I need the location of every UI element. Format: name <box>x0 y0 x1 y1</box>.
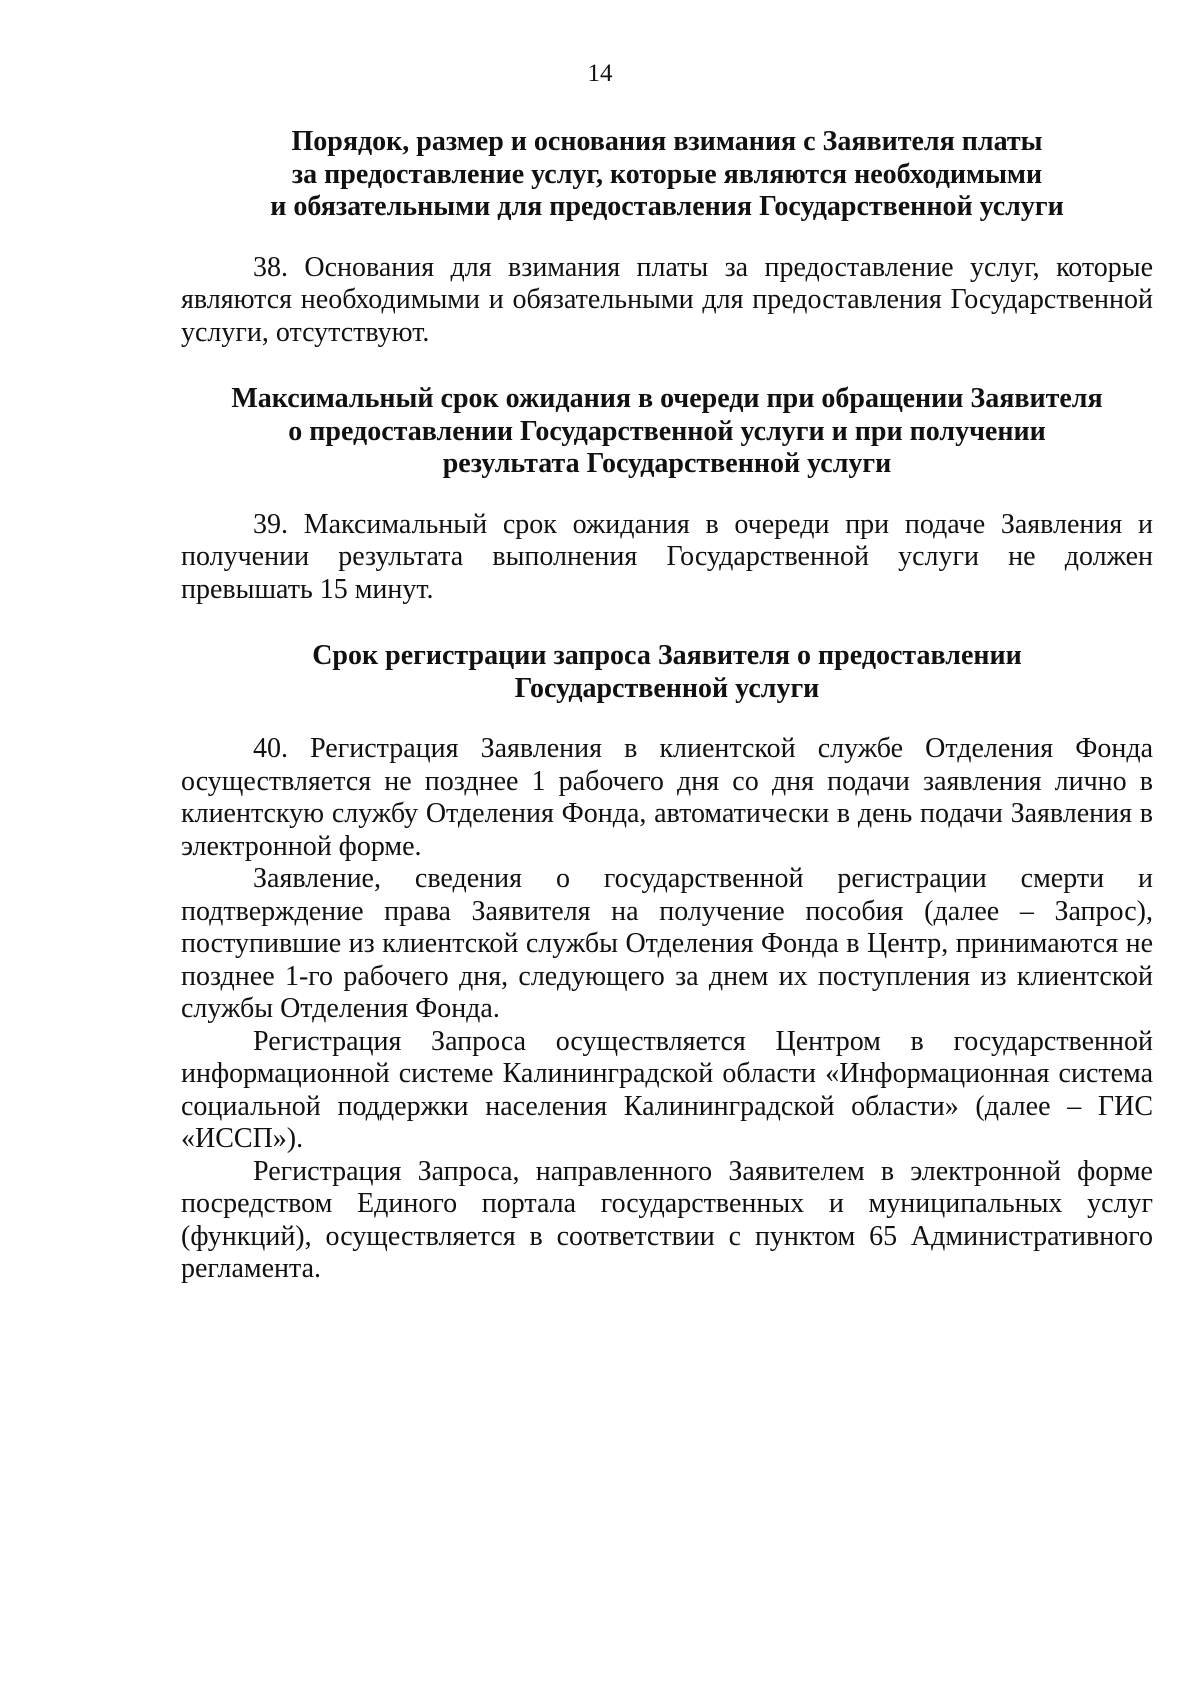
document-body <box>181 126 1153 1286</box>
heading-line: о предоставлении Государственной услуги и при получении <box>288 415 1046 447</box>
heading-line: Максимальный срок ожидания в очереди при обращении Заявителя <box>231 383 1103 414</box>
paragraph-40-request: Заявление, сведения о государственной регистрации смерти и подтверждение права Заявителя на получение пособия (далее – Запрос), поступившие из клиентской службы Отделения Фонда в Центр, принимаются не позднее 1-го рабочего дня, следующего за днем их поступления из клиентской службы Отделения Фонда. <box>181 863 1153 1024</box>
paragraph-40-gis: Регистрация Запроса осуществляется Центром в государственной информационной системе Калининградской области «Информационная система социальной поддержки населения Калининградской области» (далее – ГИС «ИССП»). <box>181 1025 1153 1154</box>
paragraph-38: 38. Основания для взимания платы за предоставление услуг, которые являются необходимыми и обязательными для предоставления Государственной услуги, отсутствуют. <box>181 251 1153 348</box>
section-heading-registration <box>181 640 1153 705</box>
section-heading-queue-time <box>181 383 1153 481</box>
paragraph-40: 40. Регистрация Заявления в клиентской службе Отделения Фонда осуществляется не позднее 1 рабочего дня со дня подачи заявления лично в клиентскую службу Отделения Фонда, автоматически в день подачи Заявления в электронной форме. <box>181 733 1153 862</box>
section-heading-payment <box>181 126 1153 224</box>
heading-line: результата Государственной услуги <box>442 448 892 479</box>
heading-line: и обязательными для предоставления Государственной услуги <box>270 191 1064 222</box>
heading-line: Срок регистрации запроса Заявителя о предоставлении <box>312 640 1022 671</box>
heading-line: Государственной услуги <box>514 672 820 704</box>
paragraph-40-portal: Регистрация Запроса, направленного Заявителем в электронной форме посредством Единого портала государственных и муниципальных услуг (функций), осуществляется в соответствии с пунктом 65 Административного регламента. <box>181 1155 1153 1284</box>
heading-line: за предоставление услуг, которые являются необходимыми <box>291 158 1043 190</box>
paragraph-39: 39. Максимальный срок ожидания в очереди при подаче Заявления и получении результата выполнения Государственной услуги не должен превышать 15 минут. <box>181 508 1153 605</box>
page-number: 14 <box>587 60 613 87</box>
heading-line: Порядок, размер и основания взимания с Заявителя платы <box>291 126 1043 157</box>
